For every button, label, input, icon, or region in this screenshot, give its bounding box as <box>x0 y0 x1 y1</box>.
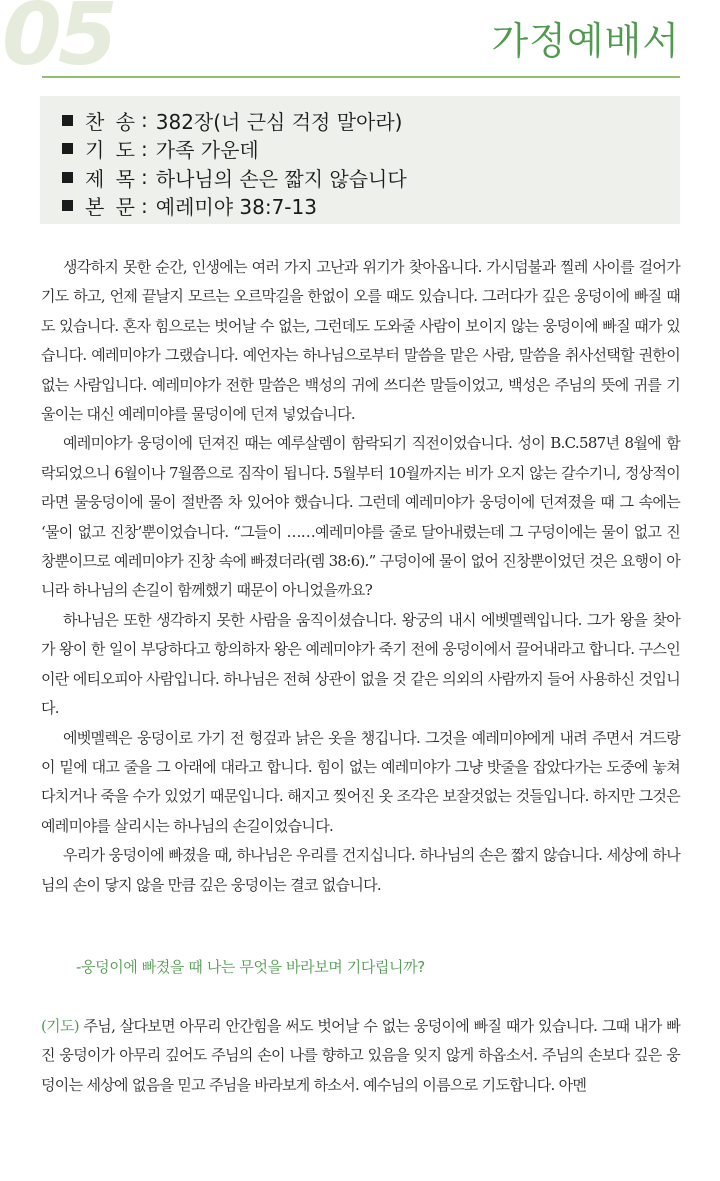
info-row-scripture <box>62 192 680 221</box>
info-label-hymn: 찬 송 <box>85 109 135 134</box>
info-colon: : <box>141 136 148 161</box>
worship-info-box <box>40 96 680 224</box>
square-bullet-icon <box>62 143 73 154</box>
reflection-question: -웅덩이에 빠졌을 때 나는 무엇을 바라보며 기다립니까? <box>76 958 425 976</box>
info-colon: : <box>141 165 148 190</box>
body-paragraph: 예레미야가 웅덩이에 던져진 때는 예루살렘이 함락되기 직전이었습니다. 성이 B.C.587년 8월에 함락되었으니 6월이나 7월쯤으로 짐작이 됩니다. 5월부터 10월까지는 비가 오지 않는 갈수기니, 정상적이라면 물웅덩이에 물이 절반쯤 차 있어야 했습니다. 그런데 예레미야가 웅덩이에 던져졌을 때 그 속에는 ‘물이 없고 진창’뿐이었습니다. “그들이 ……예레미야를 줄로 달아내렸는데 그 구덩이에는 물이 없고 진창뿐이므로 예레미야가 진창 속에 빠졌더라(렘 38:6).” 구덩이에 물이 없어 진창뿐이었던 것은 요행이 아니라 하나님의 손길이 함께했기 때문이 아니었을까요? <box>41 434 680 600</box>
info-value-scripture: 예레미야 38:7-13 <box>155 195 317 220</box>
body-paragraph: 우리가 웅덩이에 빠졌을 때, 하나님은 우리를 건지십니다. 하나님의 손은 짧지 않습니다. 세상에 하나님의 손이 닿지 않을 만큼 깊은 웅덩이는 결코 없습니다. <box>41 846 680 894</box>
body-paragraph: 생각하지 못한 순간, 인생에는 여러 가지 고난과 위기가 찾아옵니다. 가시덤불과 찔레 사이를 걸어가기도 하고, 언제 끝날지 모르는 오르막길을 한없이 오를 때도 있습니다. 그러다가 깊은 웅덩이에 빠질 때도 있습니다. 혼자 힘으로는 벗어날 수 없는, 그런데도 도와줄 사람이 보이지 않는 웅덩이에 빠질 때가 있습니다. 예레미야가 그랬습니다. 예언자는 하나님으로부터 말씀을 맡은 사람, 말씀을 취사선택할 권한이 없는 사람입니다. 예레미야가 전한 말씀은 백성의 귀에 쓰디쓴 말들이었고, 백성은 주님의 뜻에 귀를 기울이는 대신 예레미야를 물덩이에 던져 넣었습니다. <box>41 258 680 424</box>
prayer-label: (기도) <box>41 1017 79 1035</box>
info-row-prayer <box>62 135 680 164</box>
square-bullet-icon <box>62 200 73 211</box>
square-bullet-icon <box>62 172 73 183</box>
info-label-prayer: 기 도 <box>85 138 135 163</box>
body-paragraph: 에벳멜렉은 웅덩이로 가기 전 헝겊과 낡은 옷을 챙깁니다. 그것을 예레미야에게 내려 주면서 겨드랑이 밑에 대고 줄을 그 아래에 대라고 합니다. 힘이 없는 예레미야가 그냥 밧줄을 잡았다가는 도중에 놓쳐 다치거나 죽을 수가 있었기 때문입니다. 해지고 찢어진 옷 조각은 보잘것없는 것들입니다. 하지만 그것은 예레미야를 살리시는 하나님의 손길이었습니다. <box>41 728 680 835</box>
page-title: 가정예배서 <box>491 19 680 63</box>
info-value-hymn: 382장(너 근심 걱정 말아라) <box>155 109 403 134</box>
square-bullet-icon <box>62 115 73 126</box>
info-label-title: 제 목 <box>85 166 135 191</box>
info-value-prayer: 가족 가운데 <box>155 138 259 163</box>
closing-prayer <box>41 1012 680 1100</box>
info-colon: : <box>141 108 148 133</box>
info-value-title: 하나님의 손은 짧지 않습니다 <box>155 166 407 191</box>
info-colon: : <box>141 193 148 218</box>
info-row-hymn <box>62 106 680 135</box>
sermon-body <box>41 253 680 900</box>
prayer-text: 주님, 살다보면 아무리 안간힘을 써도 벗어날 수 없는 웅덩이에 빠질 때가 있습니다. 그때 내가 빠진 웅덩이가 아무리 깊어도 주님의 손이 나를 향하고 있음을 잊지 않게 하옵소서. 주님의 손보다 깊은 웅덩이는 세상에 없음을 믿고 주님을 바라보게 하소서. 예수님의 이름으로 기도합니다. 아멘 <box>41 1017 680 1094</box>
info-label-scripture: 본 문 <box>85 195 135 220</box>
header-divider <box>42 76 680 78</box>
info-row-title <box>62 163 680 192</box>
page-number: 05 <box>2 0 114 85</box>
body-paragraph: 하나님은 또한 생각하지 못한 사람을 움직이셨습니다. 왕궁의 내시 에벳멜렉입니다. 그가 왕을 찾아가 왕이 한 일이 부당하다고 항의하자 왕은 예레미야가 죽기 전에 웅덩이에서 끌어내라고 합니다. 구스인이란 에티오피아 사람입니다. 하나님은 전혀 상관이 없을 것 같은 의외의 사람까지 들어 사용하신 것입니다. <box>41 610 680 718</box>
